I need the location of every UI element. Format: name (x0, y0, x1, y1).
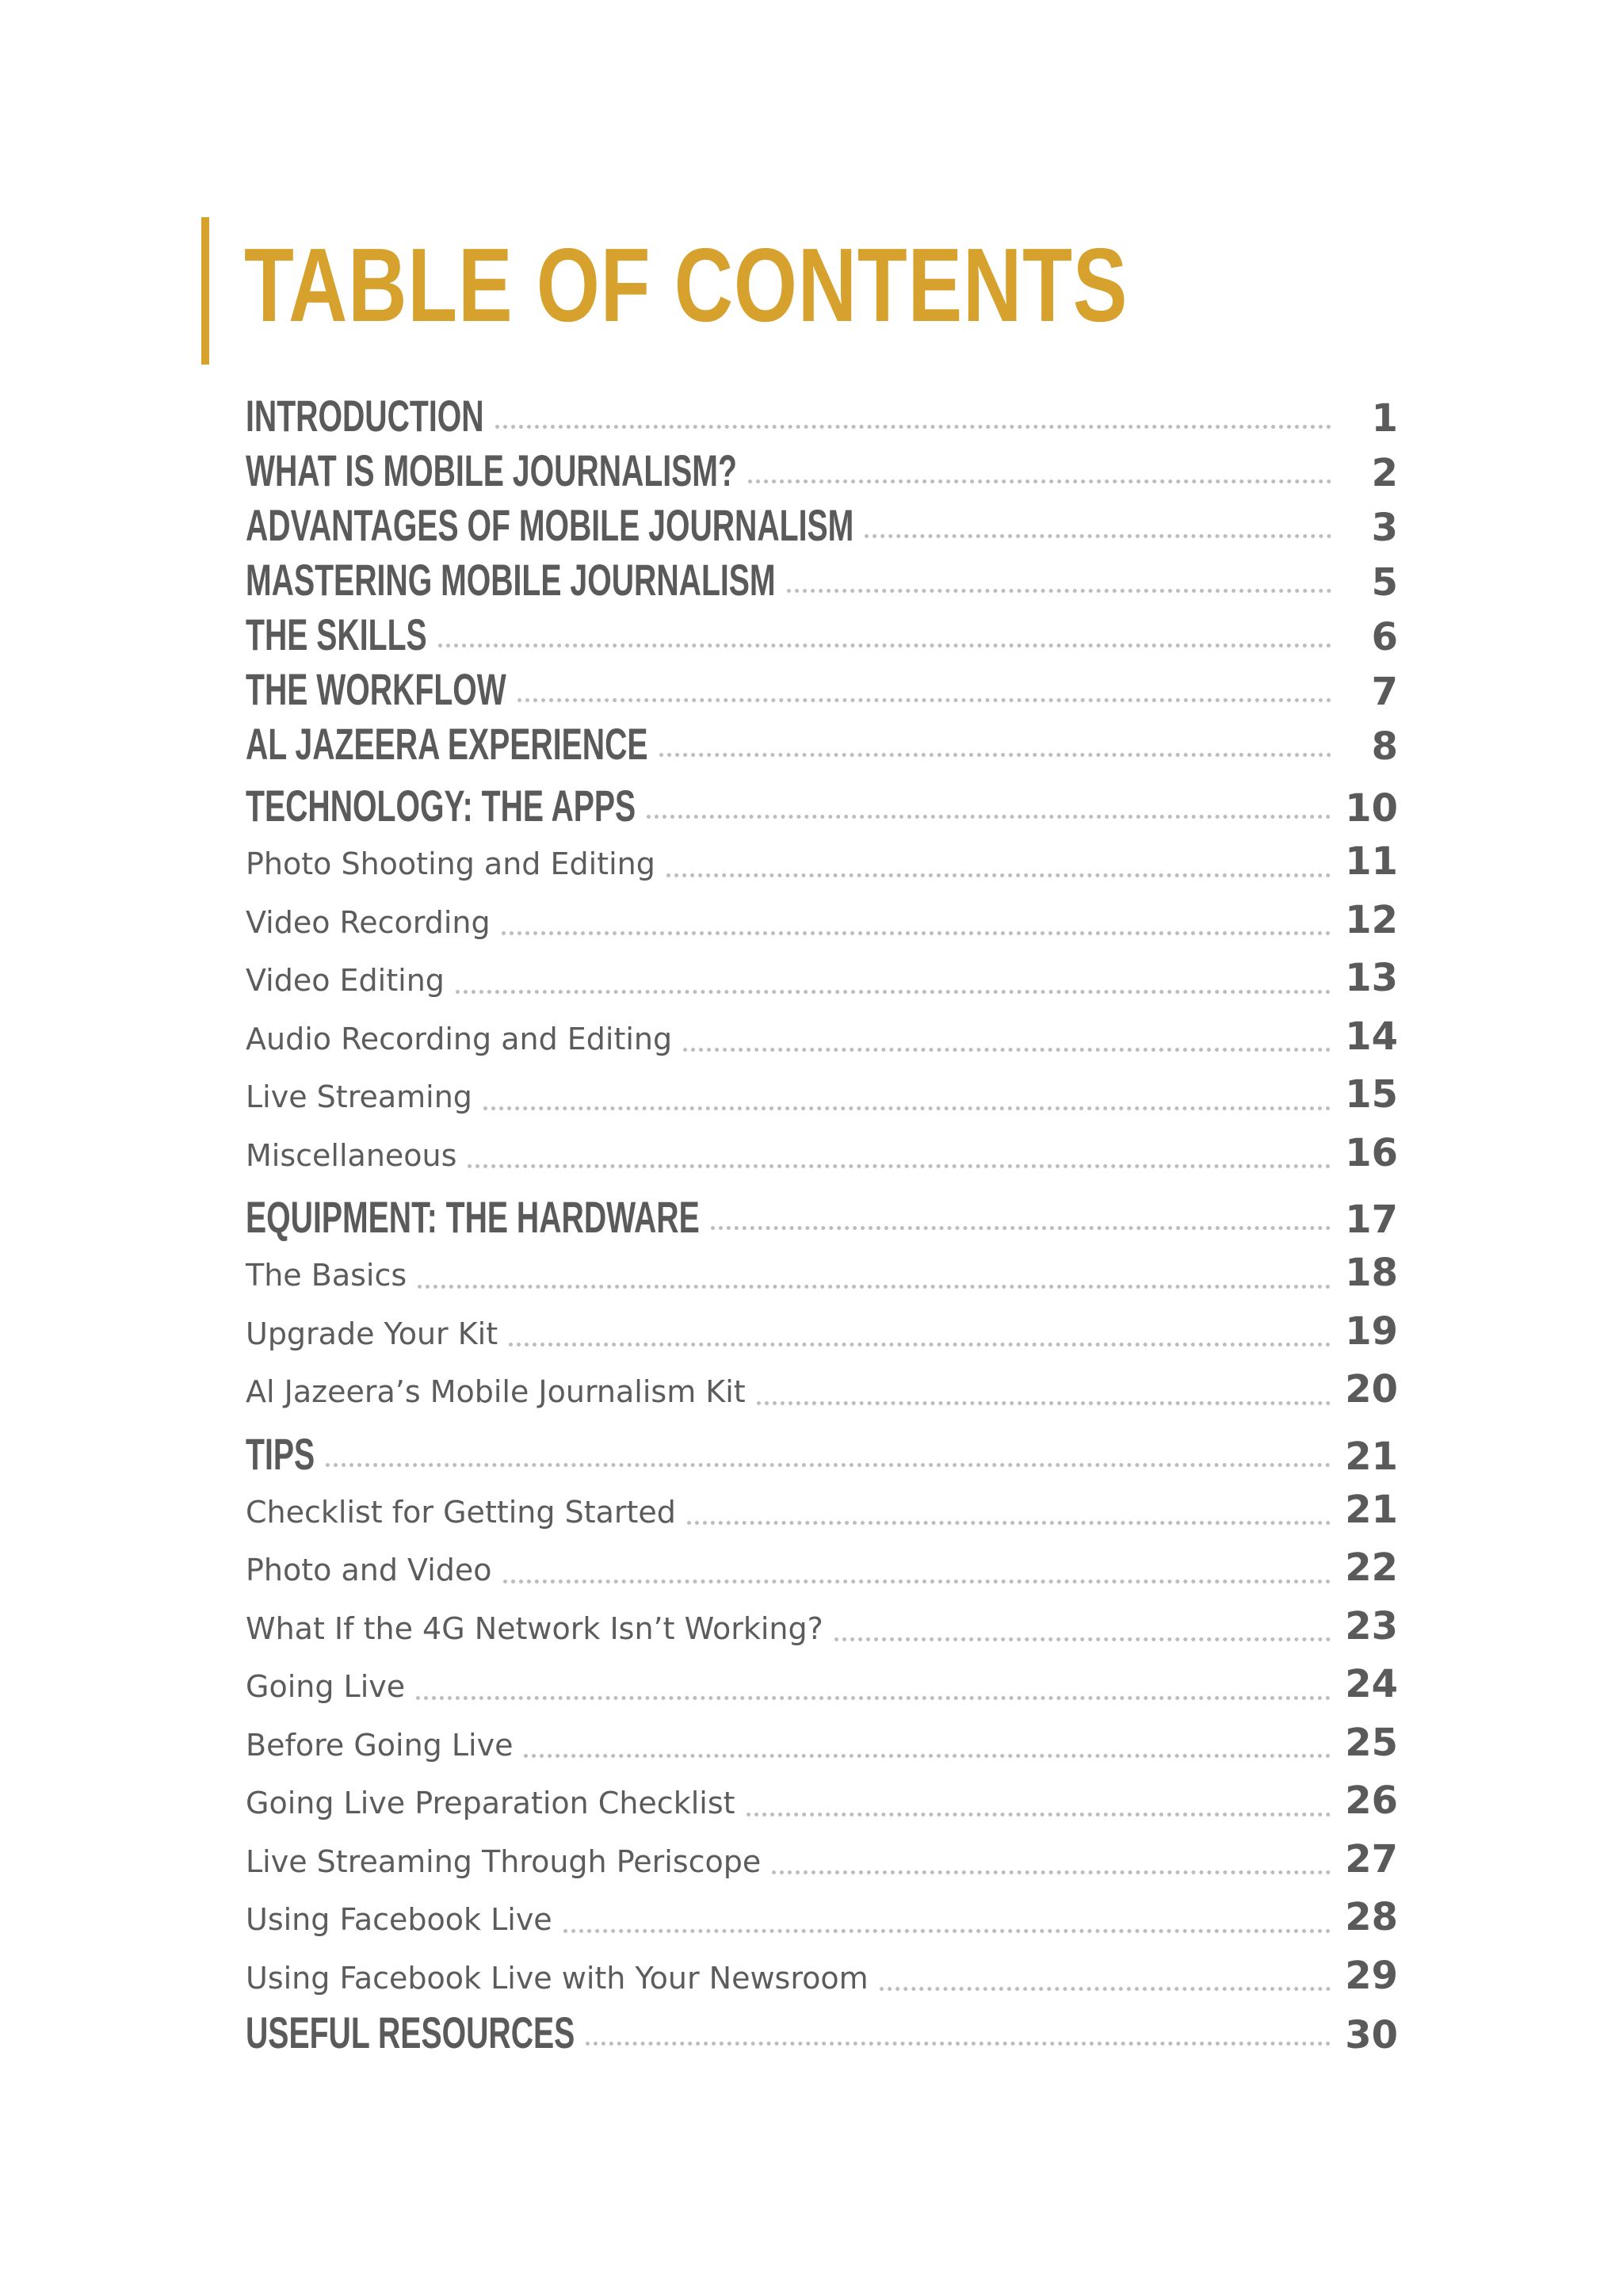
toc-entry[interactable] (246, 1714, 1398, 1773)
toc-entry-page: 10 (1345, 786, 1398, 831)
toc-entry-page: 22 (1345, 1545, 1398, 1590)
dotted-leader (647, 815, 1331, 819)
toc-entry-label: Going Live Preparation Checklist (246, 1786, 735, 1820)
toc-entry-page: 23 (1345, 1603, 1398, 1648)
toc-entry-page: 8 (1371, 724, 1398, 769)
toc-entry-page: 18 (1345, 1251, 1398, 1295)
toc-entry-label: Using Facebook Live with Your Newsroom (246, 1960, 869, 1996)
dotted-leader (438, 644, 1331, 648)
dotted-leader (586, 2042, 1331, 2046)
toc-entry-label: Using Facebook Live (246, 1902, 552, 1937)
toc-entry-page: 21 (1345, 1434, 1398, 1479)
toc-entry[interactable] (246, 1539, 1398, 1598)
dotted-leader (468, 1164, 1331, 1168)
toc-entry[interactable] (246, 1481, 1398, 1540)
toc-entry-page: 29 (1345, 1953, 1398, 1998)
toc-entry-page: 28 (1345, 1895, 1398, 1939)
toc-entry[interactable] (246, 1066, 1398, 1125)
toc-entry[interactable] (246, 1244, 1398, 1303)
dotted-leader (880, 1987, 1331, 1991)
toc-entry-label: Al Jazeera’s Mobile Journalism Kit (246, 1374, 746, 1409)
toc-entry[interactable] (246, 1190, 1398, 1244)
toc-entry-page: 26 (1345, 1778, 1398, 1823)
toc-entry-label: Live Streaming (246, 1079, 472, 1114)
toc-entry[interactable] (246, 949, 1398, 1008)
dotted-leader (517, 698, 1331, 702)
toc-entry-page: 7 (1371, 670, 1398, 714)
page-title: TABLE OF CONTENTS (244, 227, 1128, 343)
toc-entry-page: 17 (1345, 1198, 1398, 1242)
dotted-leader (757, 1401, 1331, 1405)
toc-entry[interactable] (246, 1772, 1398, 1831)
toc-entry-page: 2 (1371, 451, 1398, 495)
toc-entry-page: 27 (1345, 1836, 1398, 1881)
dotted-leader (747, 1813, 1331, 1817)
dotted-leader (772, 1870, 1331, 1874)
dotted-leader (456, 990, 1331, 994)
toc-entry[interactable] (246, 1303, 1398, 1362)
toc-entry[interactable] (246, 498, 1398, 552)
toc-entry-page: 15 (1345, 1072, 1398, 1117)
toc-entry[interactable] (246, 1656, 1398, 1714)
toc-entry-label: Photo Shooting and Editing (246, 846, 655, 881)
toc-entry-label: EQUIPMENT: THE HARDWARE (246, 1192, 700, 1242)
toc-entry-page: 20 (1345, 1367, 1398, 1412)
toc-entry-label: Live Streaming Through Periscope (246, 1843, 762, 1879)
toc-entry[interactable] (246, 892, 1398, 950)
toc-entry-page: 25 (1345, 1720, 1398, 1765)
toc-entry[interactable] (246, 778, 1398, 833)
toc-entry[interactable] (246, 552, 1398, 607)
dotted-leader (711, 1226, 1331, 1230)
toc-entry[interactable] (246, 1008, 1398, 1067)
toc-entry-label: AL JAZEERA EXPERIENCE (246, 719, 648, 769)
dotted-leader (483, 1106, 1331, 1110)
dotted-leader (326, 1463, 1331, 1467)
dotted-leader (659, 753, 1331, 757)
dotted-leader (563, 1929, 1331, 1933)
toc-entry[interactable] (246, 607, 1398, 662)
dotted-leader (865, 534, 1331, 538)
dotted-leader (416, 1696, 1331, 1700)
toc-entry-page: 19 (1345, 1308, 1398, 1354)
toc-entry-label: WHAT IS MOBILE JOURNALISM? (246, 445, 737, 495)
toc-entry-page: 21 (1345, 1487, 1398, 1532)
toc-entry[interactable] (246, 1947, 1398, 2006)
toc-entry-label: Miscellaneous (246, 1137, 457, 1173)
toc-entry-page: 30 (1345, 2013, 1398, 2057)
dotted-leader (787, 589, 1331, 593)
dotted-leader (666, 873, 1331, 877)
toc-entry-label: Upgrade Your Kit (246, 1316, 498, 1351)
toc-entry-label: ADVANTAGES OF MOBILE JOURNALISM (246, 500, 854, 550)
toc-entry-page: 1 (1371, 396, 1398, 441)
toc-entry-label: THE SKILLS (246, 609, 427, 659)
title-accent-bar (201, 217, 209, 365)
dotted-leader (687, 1521, 1331, 1525)
toc-entry-page: 6 (1371, 615, 1398, 659)
toc-entry-page: 11 (1345, 839, 1398, 884)
toc-entry-page: 13 (1345, 956, 1398, 1000)
toc-entry[interactable] (246, 1831, 1398, 1889)
toc-entry-label: Video Recording (246, 904, 491, 940)
dotted-leader (418, 1285, 1331, 1289)
toc-entry[interactable] (246, 1361, 1398, 1419)
toc-entry-label: THE WORKFLOW (246, 664, 506, 714)
toc-entry-page: 12 (1345, 897, 1398, 942)
toc-entry-label: USEFUL RESOURCES (246, 2008, 575, 2057)
toc-entry-label: Checklist for Getting Started (246, 1494, 676, 1530)
table-of-contents (246, 388, 1398, 2060)
dotted-leader (495, 425, 1332, 429)
toc-entry-page: 14 (1345, 1014, 1398, 1059)
toc-entry[interactable] (246, 1427, 1398, 1481)
toc-entry[interactable] (246, 2005, 1398, 2060)
toc-entry[interactable] (246, 1125, 1398, 1183)
toc-entry-label: Before Going Live (246, 1727, 514, 1763)
toc-entry-label: Going Live (246, 1669, 406, 1704)
dotted-leader (509, 1343, 1331, 1347)
dotted-leader (683, 1048, 1331, 1052)
toc-entry-page: 5 (1371, 560, 1398, 605)
dotted-leader (748, 479, 1331, 483)
dotted-leader (834, 1637, 1331, 1641)
toc-entry[interactable] (246, 443, 1398, 498)
toc-entry-label: What If the 4G Network Isn’t Working? (246, 1610, 823, 1646)
toc-entry[interactable] (246, 388, 1398, 443)
toc-entry-page: 16 (1345, 1130, 1398, 1175)
toc-entry[interactable] (246, 716, 1398, 771)
toc-entry-label: MASTERING MOBILE JOURNALISM (246, 555, 776, 605)
toc-entry-page: 3 (1371, 506, 1398, 550)
toc-entry[interactable] (246, 833, 1398, 892)
toc-entry-label: TECHNOLOGY: THE APPS (246, 781, 636, 831)
toc-entry-label: TIPS (246, 1428, 315, 1479)
toc-entry-label: Photo and Video (246, 1553, 492, 1587)
toc-entry-label: The Basics (246, 1258, 407, 1293)
toc-entry-page: 24 (1345, 1662, 1398, 1706)
toc-entry-label: Audio Recording and Editing (246, 1021, 673, 1056)
toc-entry[interactable] (246, 1889, 1398, 1947)
dotted-leader (524, 1754, 1331, 1758)
toc-entry[interactable] (246, 1598, 1398, 1656)
dotted-leader (502, 931, 1331, 935)
toc-entry[interactable] (246, 662, 1398, 716)
dotted-leader (503, 1580, 1331, 1584)
toc-entry-label: Video Editing (246, 963, 445, 998)
toc-entry-label: INTRODUCTION (246, 391, 484, 441)
